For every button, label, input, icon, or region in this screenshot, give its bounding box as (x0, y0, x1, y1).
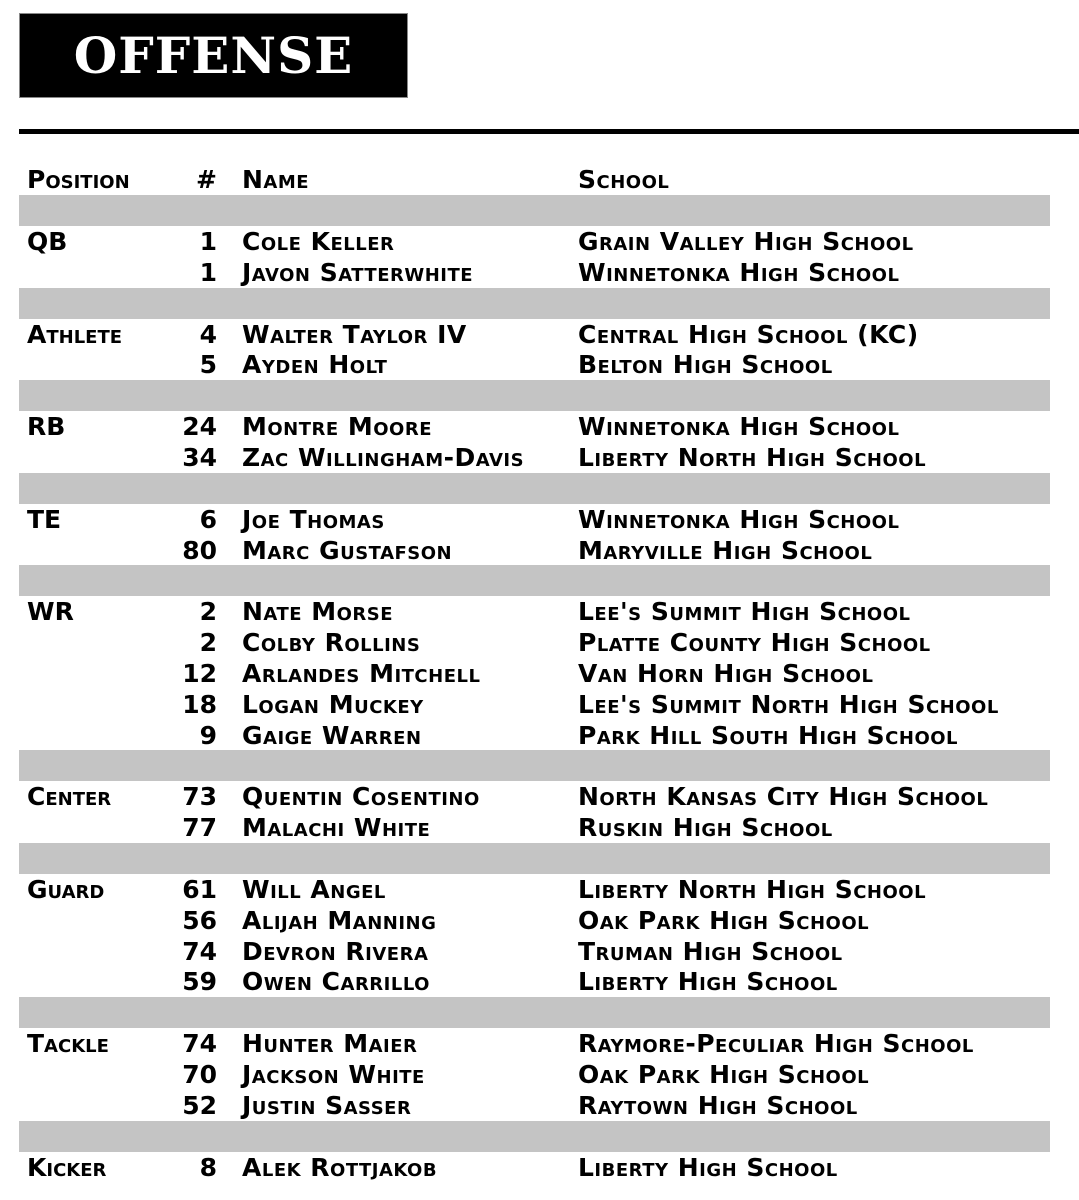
school-cell: Ruskin High School (578, 813, 833, 843)
group-separator (19, 565, 1050, 596)
number-cell: 2 (199, 628, 217, 658)
school-cell: Winnetonka High School (578, 412, 900, 442)
table-row (27, 967, 1059, 997)
number-cell: 1 (199, 257, 217, 287)
group-separator (19, 1121, 1050, 1152)
group-separator (19, 195, 1050, 226)
position-cell: Kicker (27, 1152, 107, 1182)
number-cell: 12 (182, 659, 217, 688)
name-cell: Marc Gustafson (242, 535, 453, 565)
name-cell: Alijah Manning (242, 905, 437, 935)
name-cell: Quentin Cosentino (242, 782, 480, 812)
number-cell: 56 (182, 905, 217, 935)
number-cell: 80 (182, 535, 217, 565)
school-cell: Winnetonka High School (578, 504, 900, 534)
school-cell: Van Horn High School (578, 659, 874, 688)
section-title: OFFENSE (73, 26, 354, 85)
name-cell: Owen Carrillo (242, 967, 430, 997)
name-cell: Will Angel (242, 875, 386, 904)
table-header (27, 165, 1059, 195)
school-cell: Platte County High School (578, 628, 931, 658)
name-cell: Nate Morse (242, 597, 394, 627)
school-cell: Central High School (KC) (578, 319, 919, 349)
school-cell: Liberty North High School (578, 875, 927, 904)
number-cell: 4 (199, 319, 217, 349)
name-cell: Justin Sasser (242, 1090, 412, 1120)
school-cell: Winnetonka High School (578, 257, 900, 287)
school-cell: Park Hill South High School (578, 720, 959, 750)
group-separator (19, 750, 1050, 781)
school-cell: Grain Valley High School (578, 227, 914, 256)
name-cell: Arlandes Mitchell (242, 659, 481, 688)
header-position: Position (27, 165, 130, 194)
table-row (27, 690, 1059, 720)
number-cell: 70 (182, 1060, 217, 1089)
table-row (27, 659, 1059, 689)
name-cell: Devron Rivera (242, 936, 429, 966)
number-cell: 5 (199, 350, 217, 380)
school-cell: Lee's Summit High School (578, 597, 911, 627)
name-cell: Malachi White (242, 813, 431, 843)
number-cell: 74 (182, 936, 217, 966)
position-cell: Athlete (27, 319, 123, 349)
name-cell: Javon Satterwhite (242, 257, 474, 287)
name-cell: Ayden Holt (242, 350, 388, 380)
school-cell: Oak Park High School (578, 1060, 870, 1089)
school-cell: Maryville High School (578, 535, 873, 565)
school-cell: Oak Park High School (578, 905, 870, 935)
table-row (27, 782, 1059, 812)
name-cell: Logan Muckey (242, 689, 424, 719)
number-cell: 73 (182, 782, 217, 812)
school-cell: Liberty High School (578, 1152, 838, 1182)
number-cell: 8 (199, 1152, 217, 1182)
school-cell: North Kansas City High School (578, 782, 989, 812)
number-cell: 52 (182, 1090, 217, 1120)
group-separator (19, 380, 1050, 411)
number-cell: 6 (199, 504, 217, 534)
table-row (27, 1091, 1059, 1121)
position-cell: RB (27, 412, 66, 442)
table-row (27, 350, 1059, 380)
name-cell: Colby Rollins (242, 628, 421, 658)
title-divider (19, 129, 1079, 134)
table-row (27, 875, 1059, 905)
number-cell: 1 (199, 227, 217, 256)
table-row (27, 258, 1059, 288)
table-row (27, 597, 1059, 627)
header-name: Name (242, 165, 310, 194)
name-cell: Joe Thomas (242, 504, 385, 534)
number-cell: 24 (182, 412, 217, 442)
group-separator (19, 997, 1050, 1028)
table-row (27, 320, 1059, 350)
group-separator (19, 473, 1050, 504)
table-row (27, 536, 1059, 566)
name-cell: Cole Keller (242, 227, 395, 256)
table-row (27, 937, 1059, 967)
position-cell: WR (27, 597, 74, 627)
table-row (27, 813, 1059, 843)
position-cell: Tackle (27, 1029, 109, 1059)
school-cell: Lee's Summit North High School (578, 689, 999, 719)
school-cell: Raymore-Peculiar High School (578, 1029, 974, 1059)
school-cell: Belton High School (578, 350, 833, 380)
number-cell: 18 (182, 689, 217, 719)
school-cell: Raytown High School (578, 1090, 858, 1120)
name-cell: Walter Taylor IV (242, 319, 467, 349)
header-school: School (578, 165, 670, 194)
position-cell: QB (27, 227, 68, 256)
name-cell: Zac Willingham-Davis (242, 443, 525, 472)
number-cell: 77 (182, 813, 217, 843)
table-row (27, 1060, 1059, 1090)
table-row (27, 227, 1059, 257)
table-row (27, 628, 1059, 658)
position-cell: Guard (27, 875, 105, 904)
position-cell: TE (27, 504, 62, 534)
group-separator (19, 843, 1050, 874)
name-cell: Hunter Maier (242, 1029, 418, 1059)
table-row (27, 1153, 1059, 1183)
table-row (27, 443, 1059, 473)
name-cell: Alek Rottjakob (242, 1152, 438, 1182)
name-cell: Jackson White (242, 1060, 425, 1089)
name-cell: Gaige Warren (242, 720, 422, 750)
table-row (27, 906, 1059, 936)
table-row (27, 721, 1059, 751)
group-separator (19, 288, 1050, 319)
number-cell: 61 (182, 875, 217, 904)
school-cell: Truman High School (578, 936, 843, 966)
name-cell: Montre Moore (242, 412, 433, 442)
school-cell: Liberty High School (578, 967, 838, 997)
school-cell: Liberty North High School (578, 443, 927, 472)
number-cell: 59 (182, 967, 217, 997)
table-row (27, 505, 1059, 535)
number-cell: 9 (199, 720, 217, 750)
section-title-box (19, 13, 408, 98)
header-number: # (196, 165, 217, 194)
position-cell: Center (27, 782, 112, 812)
table-row (27, 1029, 1059, 1059)
number-cell: 2 (199, 597, 217, 627)
table-row (27, 412, 1059, 442)
number-cell: 34 (182, 443, 217, 472)
number-cell: 74 (182, 1029, 217, 1059)
